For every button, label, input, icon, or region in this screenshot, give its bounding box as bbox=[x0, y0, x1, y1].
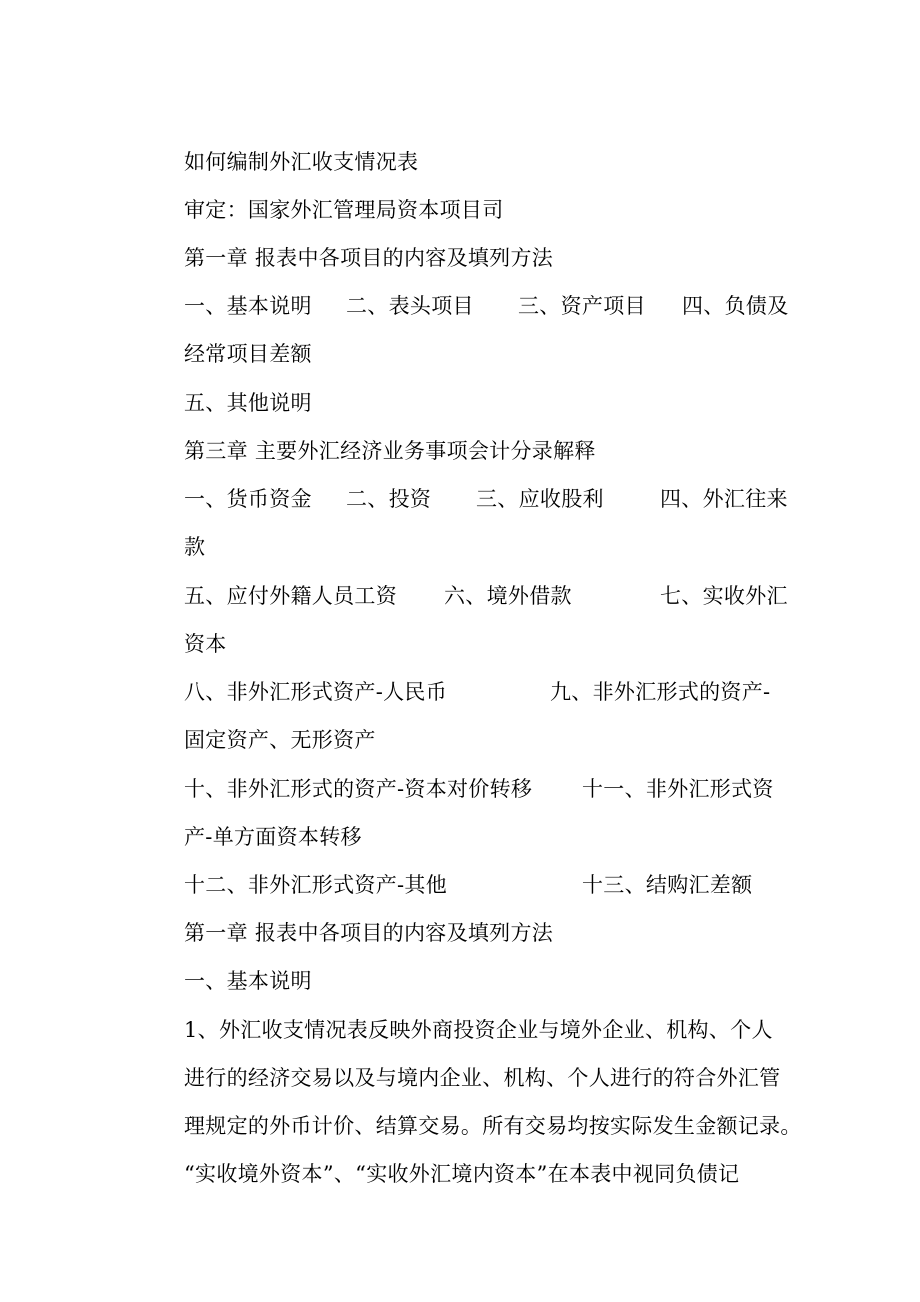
toc-item: 十二、非外汇形式资产-其他 bbox=[184, 873, 447, 897]
toc-item: 七、实收外汇 bbox=[660, 584, 788, 608]
toc-item: 四、外汇往来 bbox=[660, 487, 788, 511]
toc-chapter-1: 第一章 报表中各项目的内容及填列方法 bbox=[184, 246, 554, 270]
reviewer-line: 审定：国家外汇管理局资本项目司 bbox=[184, 198, 504, 222]
toc-item: 九、非外汇形式的资产- bbox=[550, 680, 771, 704]
toc-item: 六、境外借款 bbox=[444, 584, 572, 608]
toc-item: 十三、结购汇差额 bbox=[582, 873, 753, 897]
toc-item-continuation: 产-单方面资本转移 bbox=[184, 825, 362, 849]
toc-item: 十一、非外汇形式资 bbox=[582, 777, 774, 801]
paragraph-line: 理规定的外币计价、结算交易。所有交易均按实际发生金额记录。 bbox=[184, 1114, 802, 1138]
toc-item: 一、货币资金 bbox=[184, 487, 312, 511]
toc-item-continuation: 款 bbox=[184, 535, 206, 559]
document-title: 如何编制外汇收支情况表 bbox=[184, 150, 419, 174]
toc-chapter-3: 第三章 主要外汇经济业务事项会计分录解释 bbox=[184, 439, 596, 463]
body-paragraph bbox=[184, 1016, 802, 1208]
section-heading: 一、基本说明 bbox=[184, 969, 312, 993]
toc-item: 二、表头项目 bbox=[346, 294, 474, 318]
toc-item: 十、非外汇形式的资产-资本对价转移 bbox=[184, 777, 533, 801]
toc-item: 三、资产项目 bbox=[518, 294, 646, 318]
paragraph-line: “实收境外资本”、“实收外汇境内资本”在本表中视同负债记 bbox=[184, 1162, 740, 1186]
toc-item: 一、基本说明 bbox=[184, 294, 312, 318]
toc-item: 五、其他说明 bbox=[184, 391, 312, 415]
toc-item-continuation: 经常项目差额 bbox=[184, 342, 312, 366]
section-chapter-heading: 第一章 报表中各项目的内容及填列方法 bbox=[184, 921, 554, 945]
paragraph-line: 1、外汇收支情况表反映外商投资企业与境外企业、机构、个人 bbox=[184, 1018, 773, 1042]
paragraph-line: 进行的经济交易以及与境内企业、机构、个人进行的符合外汇管 bbox=[184, 1066, 781, 1090]
toc-item: 八、非外汇形式资产-人民币 bbox=[184, 680, 447, 704]
toc-item: 四、负债及 bbox=[682, 294, 789, 318]
toc-item-continuation: 资本 bbox=[184, 632, 227, 656]
toc-item: 二、投资 bbox=[346, 487, 432, 511]
toc-item: 三、应收股利 bbox=[476, 487, 604, 511]
toc-item-continuation: 固定资产、无形资产 bbox=[184, 728, 376, 752]
toc-item: 五、应付外籍人员工资 bbox=[184, 584, 397, 608]
